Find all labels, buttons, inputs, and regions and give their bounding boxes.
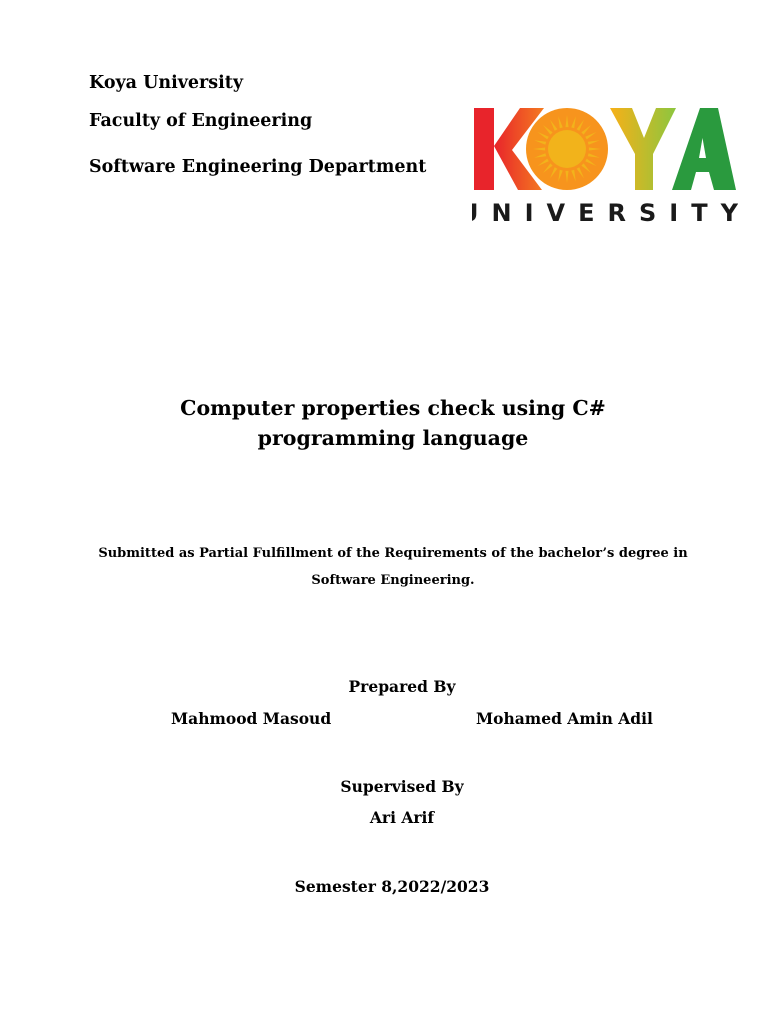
supervised-by-label: Supervised By xyxy=(340,777,464,796)
prepared-by-label: Prepared By xyxy=(348,677,456,696)
logo-letter-y xyxy=(610,108,676,190)
submission-statement: Submitted as Partial Fulfillment of the Requirements of the bachelor’s degree in Software Engineering. xyxy=(98,546,688,588)
faculty-name: Faculty of Engineering xyxy=(89,111,313,131)
supervisor-name: Ari Arif xyxy=(369,808,435,827)
logo-university-text: UNIVERSITY xyxy=(472,199,738,226)
sun-icon xyxy=(526,108,608,190)
semester-info: Semester 8,2022/2023 xyxy=(294,877,490,896)
koya-university-logo xyxy=(472,100,738,226)
author-name-2: Mohamed Amin Adil xyxy=(476,709,653,728)
document-title: Computer properties check using C# programming language xyxy=(180,396,606,450)
department-name: Software Engineering Department xyxy=(89,157,427,177)
university-name: Koya University xyxy=(89,73,244,93)
logo-graphic xyxy=(472,100,738,226)
author-name-1: Mahmood Masoud xyxy=(171,709,332,728)
logo-letter-a xyxy=(672,108,736,190)
